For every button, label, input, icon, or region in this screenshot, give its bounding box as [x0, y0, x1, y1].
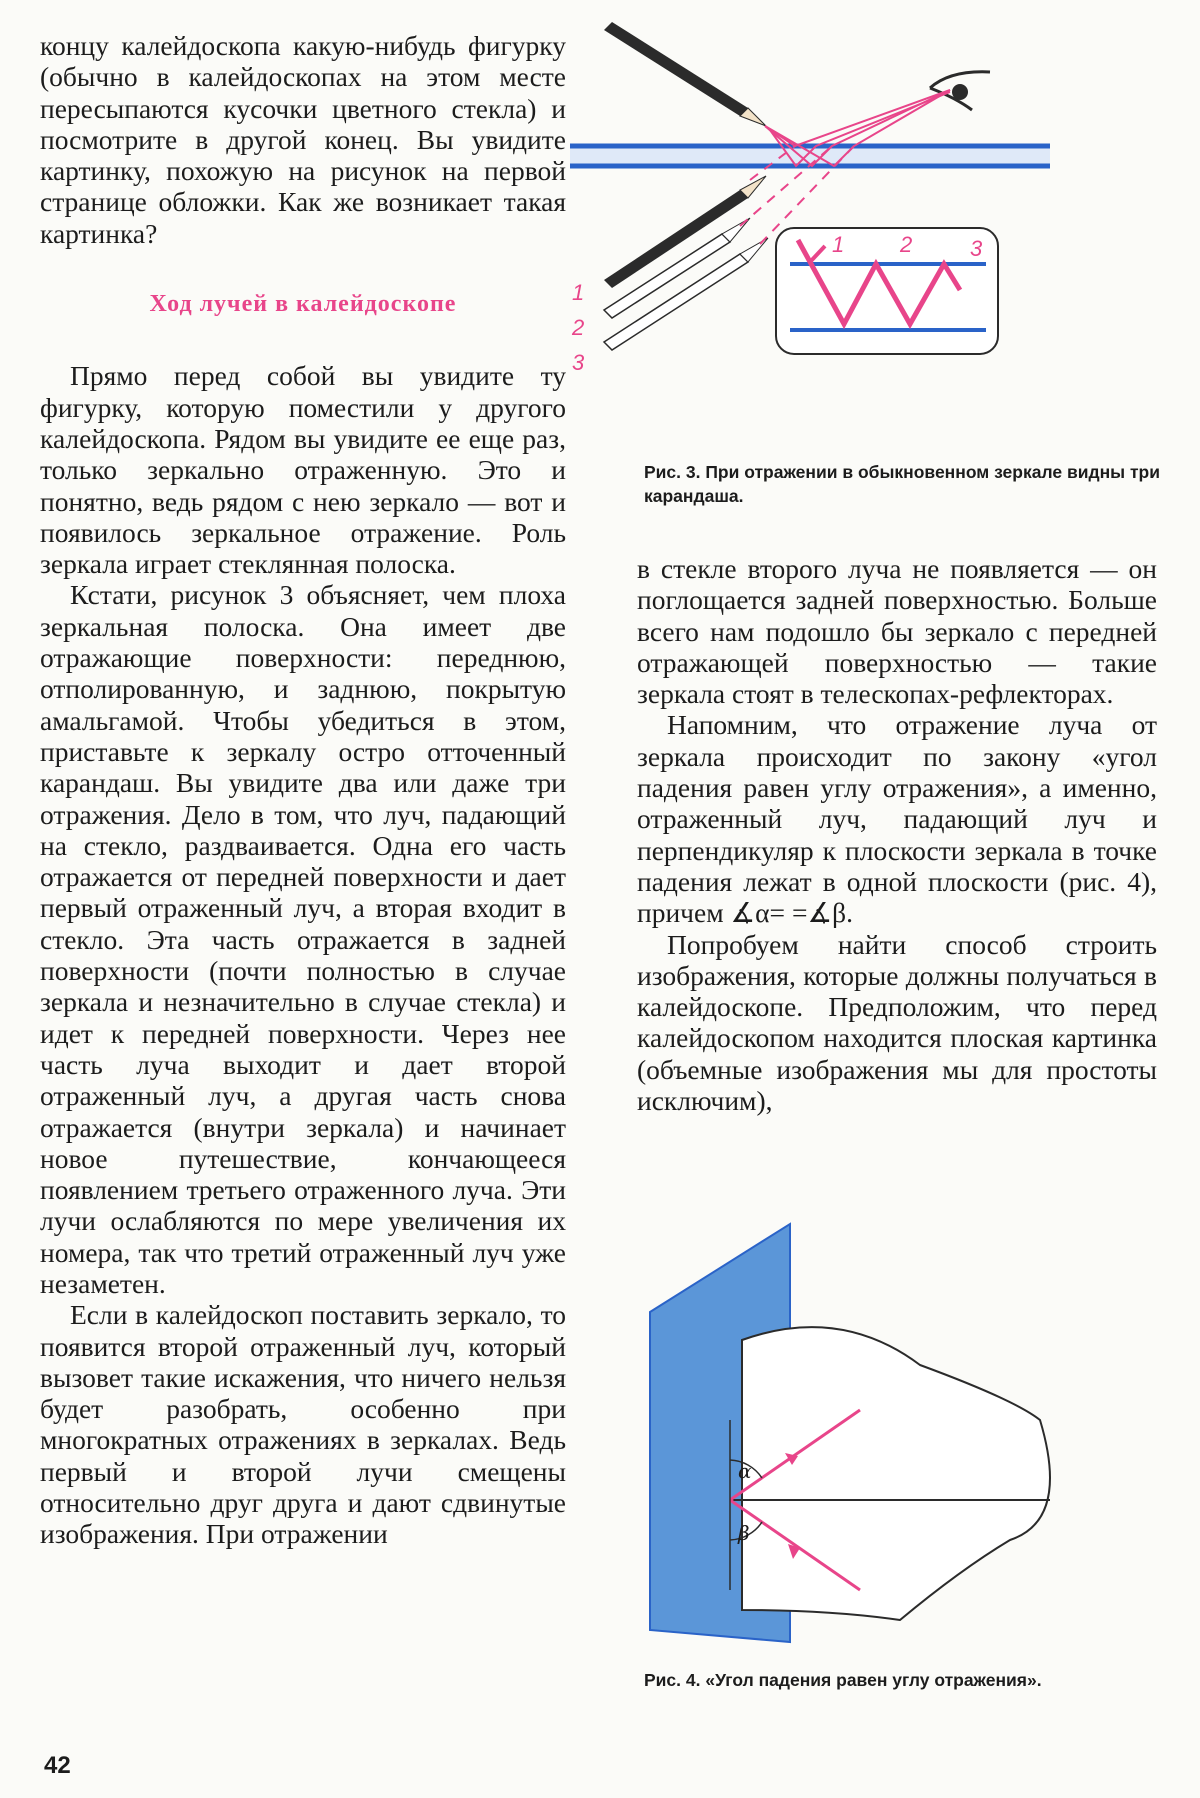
section-heading: Ход лучей в калейдоскопе	[149, 291, 457, 318]
right-column	[637, 553, 1157, 1116]
inset-diagram	[776, 228, 998, 354]
figure-4-illustration	[630, 1210, 1150, 1660]
paragraph: Напомним, что отражение луча от зеркала происходит по закону «угол падения равен углу отражения», а именно, отраженный луч, падающий луч и перпендикуляр к плоскости зеркала в точке падения лежат в одной плоскости (рис. 4), причем ∡α= =∡β.	[637, 709, 1157, 929]
figure-3-caption: Рис. 3. При отражении в обыкновенном зеркале видны три карандаша.	[644, 462, 1160, 506]
pencil-label-1: 1	[572, 280, 585, 305]
figure-3-illustration	[572, 0, 1200, 450]
paragraph: Если в калейдоскоп поставить зеркало, то появится второй отраженный луч, который вызовет такие искажения, что ничего нельзя будет разобрать, особенно при многократных отражениях в зеркалах. Ведь первый и второй лучи смещены относительно друг друга и дают сдвинутые изображения. При отражении	[40, 1299, 566, 1550]
ray-label-1: 1	[832, 232, 845, 257]
incidence-plane	[742, 1327, 1050, 1620]
paragraph: Попробуем найти способ строить изображения, которые должны получаться в калейдоскопе. Предположим, что перед калейдоскопом находится плоская картинка (объемные изображения мы для простоты исключим),	[637, 928, 1157, 1117]
left-column	[40, 30, 566, 1550]
real-pencil	[604, 22, 766, 126]
paragraph: Кстати, рисунок 3 объясняет, чем плоха зеркальная полоска. Она имеет две отражающие поверхности: переднюю, отполированную, и заднюю, покрытую амальгамой. Чтобы убедиться в этом, приставьте к зеркалу остро отточенный карандаш. Вы увидите два или даже три отражения. Дело в том, что луч, падающий на стекло, раздваивается. Одна его часть отражается от передней поверхности и дает первый отраженный луч, а вторая входит в стекло. Эта часть отражается в задней поверхности (почти полностью в случае зеркала и незначительно в случае стекла) и идет к передней поверхности. Через нее часть луча выходит и дает второй отраженный луч, а другая часть снова отражается (внутри зеркала) и начинает новое путешествие, кончающееся появлением третьего отраженного луча. Эти лучи ослабляются по мере увеличения их номера, так что третий отраженный луч уже незаметен.	[40, 579, 566, 1299]
paragraph: в стекле второго луча не появляется — он поглощается задней поверхностью. Больше всего нам подошло бы зеркало с передней отражающей поверхностью — такие зеркала стоят в телескопах-рефлекторах.	[637, 553, 1157, 710]
pencil-label-2: 2	[572, 315, 585, 340]
eye-icon	[930, 72, 990, 110]
intro-paragraph: концу калейдоскопа какую-нибудь фигурку (обычно в калейдоскопах на этом месте пересыпаются кусочки цветного стекла) и посмотрите в другой конец. Вы увидите картинку, похожую на рисунок на первой странице обложки. Как же возникает такая картинка?	[40, 30, 566, 249]
pencil-label-3: 3	[572, 350, 585, 375]
angle-alpha-label: α	[738, 1459, 752, 1483]
angle-beta-label: β	[738, 1521, 750, 1545]
ray-label-2: 2	[900, 232, 913, 257]
figure-4-caption: Рис. 4. «Угол падения равен углу отражения».	[644, 1670, 1042, 1690]
paragraph: Прямо перед собой вы увидите ту фигурку, которую поместили у другого калейдоскопа. Рядом вы увидите ее еще раз, только зеркально отраженную. Это и понятно, ведь рядом с нею зеркало — вот и появилось зеркальное отражение. Роль зеркала играет стеклянная полоска.	[40, 360, 566, 580]
ray-label-3: 3	[970, 236, 983, 261]
page-number: 42	[44, 1752, 71, 1779]
